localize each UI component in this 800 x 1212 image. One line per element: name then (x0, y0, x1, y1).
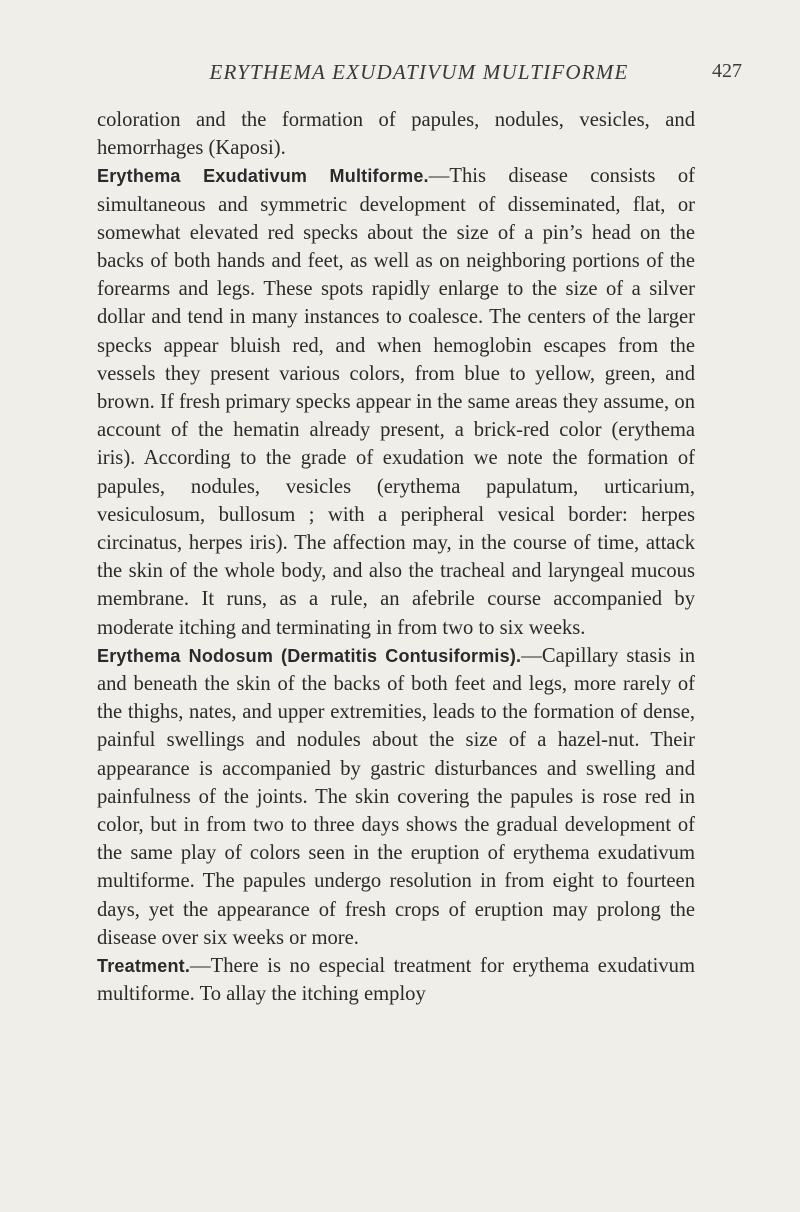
paragraph-treatment (97, 952, 695, 1008)
section-heading: Erythema Exudativum Multiforme. (97, 166, 429, 187)
paragraph-text: coloration and the formation of papules, nodules, vesicles, and hemorrhages (Kaposi). (97, 109, 695, 160)
section-heading: Erythema Nodosum (Dermatitis Contusiformis). (97, 645, 522, 666)
paragraph-erythema-exudativum (97, 162, 695, 641)
section-heading: Treatment. (97, 956, 191, 977)
page-number: 427 (712, 60, 742, 82)
paragraph-erythema-nodosum (97, 642, 695, 952)
body-text (97, 106, 695, 1009)
running-title: ERYTHEMA EXUDATIVUM MULTIFORME (209, 60, 629, 84)
paragraph-text: —There is no especial treatment for erythema exudativum multiforme. To allay the itching employ (97, 955, 695, 1006)
paragraph-continuation (97, 106, 695, 162)
paragraph-text: —This disease consists of simultaneous and symmetric development of disseminated, flat, or somewhat elevated red specks about the size of a pin’s head on the backs of both hands and feet, as well as on neighboring portions of the forearms and legs. These spots rapidly enlarge to the size of a silver dollar and tend in many instances to coalesce. The centers of the larger specks appear bluish red, and when hemoglobin escapes from the vessels they present various colors, from blue to yellow, green, and brown. If fresh primary specks appear in the same areas they assume, on account of the hematin already present, a brick-red color (erythema iris). According to the grade of exudation we note the formation of papules, nodules, vesicles (erythema papulatum, urticarium, vesiculosum, bullosum ; with a peripheral vesical border: herpes circinatus, herpes iris). The affection may, in the course of time, attack the skin of the whole body, and also the tracheal and laryngeal mucous membrane. It runs, as a rule, an afebrile course accompanied by moderate itching and terminating in from two to six weeks. (97, 165, 696, 639)
paragraph-text: —Capillary stasis in and beneath the skin of the backs of both feet and legs, more rarely of the thighs, nates, and upper extremities, leads to the formation of dense, painful swellings and nodules about the size of a hazel-nut. Their appearance is accompanied by gastric disturbances and swelling and painfulness of the joints. The skin covering the papules is rose red in color, but in from two to three days shows the gradual development of the same play of colors seen in the eruption of erythema exudativum multiforme. The papules undergo resolution in from eight to fourteen days, yet the appearance of fresh crops of eruption may prolong the disease over six weeks or more. (97, 644, 696, 949)
